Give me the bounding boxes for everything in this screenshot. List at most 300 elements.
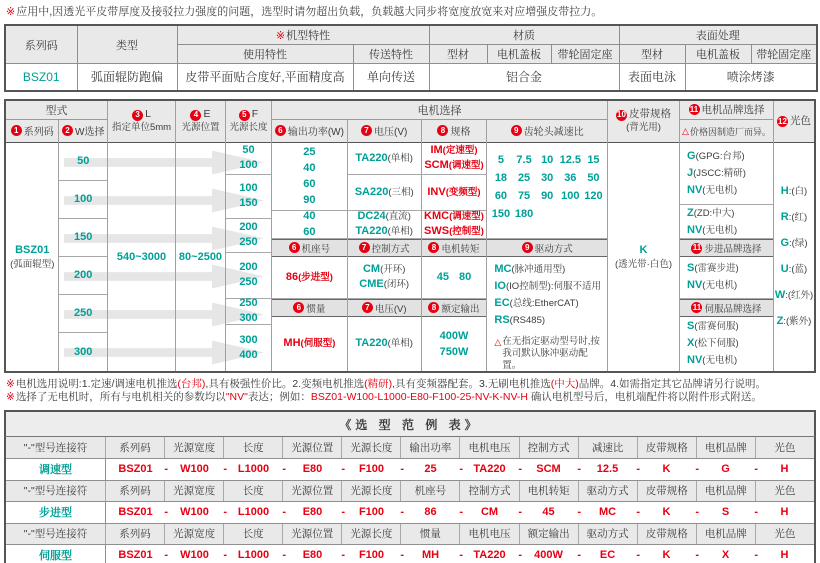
power-option: 40 <box>303 162 316 174</box>
brand-option <box>687 148 745 165</box>
example-value-cell <box>165 545 227 563</box>
brand-col-header <box>680 101 773 121</box>
series-col-header <box>6 120 58 143</box>
feature-label: 机型特性 <box>286 30 331 42</box>
example-value: H <box>780 463 789 476</box>
value-desc: (脉冲通用型) <box>511 263 566 275</box>
example-col-header: 光源位置 <box>283 524 342 545</box>
value-code: IO <box>494 279 506 292</box>
example-value: G <box>721 463 730 476</box>
num-badge: 9 <box>522 242 533 253</box>
stepper-frame-sub: (步进型) <box>298 271 333 283</box>
example-col-header: 控制方式 <box>520 437 579 459</box>
dash-separator: - <box>400 506 404 519</box>
spec-option <box>424 158 483 173</box>
servo-voltage-cell <box>348 317 421 371</box>
example-type-cell <box>6 502 106 523</box>
light-col-label: 光色 <box>790 114 811 127</box>
drive-modes-cell <box>487 257 607 371</box>
gear-ratio-option: 10 <box>541 153 554 166</box>
dash-separator: - <box>282 463 286 476</box>
light-color-option <box>775 288 813 303</box>
brand-option <box>687 165 746 182</box>
motor-selection-note-text <box>16 378 766 390</box>
drive-mode-label: 驱动方式 <box>534 243 573 255</box>
f-option: 400 <box>239 348 258 361</box>
example-value-cell <box>578 545 640 563</box>
f-option-group <box>226 325 271 371</box>
light-color-option <box>780 236 807 251</box>
voltage-dc-cell <box>348 211 421 239</box>
example-value: TA220 <box>473 549 506 562</box>
example-col-header: 光源长度 <box>342 524 401 545</box>
example-value: 25 <box>424 463 437 476</box>
dash-separator: - <box>400 549 404 562</box>
gear-ratio-option: 75 <box>517 189 531 202</box>
motor-group-header: 电机选择 <box>272 101 607 120</box>
value-code: NV <box>687 184 703 197</box>
brand-option <box>687 222 737 239</box>
example-col-header: 电机品牌 <box>697 437 756 459</box>
dash-separator: - <box>459 549 463 562</box>
torque-option: 80 <box>458 271 472 283</box>
num-badge: 6 <box>289 242 300 253</box>
w-col-header <box>59 120 107 143</box>
example-value: CM <box>480 506 499 519</box>
servo-inertia-cell <box>272 317 347 371</box>
value-desc: (JSCC:精研) <box>693 168 746 180</box>
f-option: 300 <box>239 333 258 346</box>
example-value-cell <box>637 545 699 563</box>
gear-ratio-option: 7.5 <box>516 153 532 166</box>
connector-header: "-"型号连接符 <box>6 524 106 545</box>
gear-ratio-column <box>487 120 607 371</box>
w-option: 300 <box>74 345 93 358</box>
num-badge: 8 <box>437 125 448 136</box>
value-code: H <box>780 185 789 198</box>
example-data-row <box>6 544 814 563</box>
example-value: 45 <box>542 506 555 519</box>
example-type-label: 伺服型 <box>39 550 72 563</box>
example-col-header: 电机转矩 <box>520 481 579 502</box>
profile-header: 型材 <box>429 45 487 64</box>
example-table-title: 《选 型 范 例 表》 <box>4 410 816 436</box>
note-segment: 确认电机型号后，电机端配件将以附件形式附送。 <box>527 391 762 403</box>
inertia-subheader <box>272 299 347 317</box>
brand-option <box>687 277 737 294</box>
f-option: 300 <box>239 312 258 324</box>
width-column <box>59 120 107 371</box>
power-values-ac <box>272 143 347 211</box>
value-code: W <box>774 289 786 302</box>
transfer-feature-header: 传送特性 <box>353 45 429 64</box>
spec-brushless-cell <box>422 211 487 239</box>
gear-ratio-option: 120 <box>584 189 603 202</box>
dash-separator: - <box>282 506 286 519</box>
voltage-option <box>355 224 413 239</box>
dash-separator: - <box>577 463 581 476</box>
warning-icon: △ <box>682 125 689 136</box>
num-badge: 5 <box>239 110 250 121</box>
voltage-sub: (三相) <box>388 186 414 198</box>
value-code: R <box>780 211 789 224</box>
num-badge: 8 <box>428 242 439 253</box>
frame-size-label: 机座号 <box>301 243 331 255</box>
power-option: 90 <box>303 194 316 206</box>
w-option: 250 <box>59 295 107 333</box>
spec-constant-cell <box>422 143 487 175</box>
stepper-brand-subheader <box>680 239 773 257</box>
dash-separator: - <box>518 506 522 519</box>
note-marker: ※ <box>6 391 15 403</box>
example-value: SCM <box>536 463 561 476</box>
value-code: S <box>687 262 695 275</box>
note-segment: 表达；例如： <box>247 391 311 403</box>
value-code: SWS <box>424 225 450 237</box>
motor-selection-group <box>272 101 608 371</box>
value-code: S <box>687 320 695 333</box>
value-code: EC <box>494 296 510 309</box>
num-badge: 9 <box>511 125 522 136</box>
spec-col-label: 规格 <box>450 127 471 138</box>
dash-separator: - <box>754 549 758 562</box>
example-value-cell <box>224 502 286 523</box>
value-code: CME <box>359 278 384 290</box>
value-desc: :(紫外) <box>783 316 812 328</box>
example-value-cell <box>401 459 463 480</box>
control-mode-option <box>363 262 405 277</box>
brand-price-note <box>680 120 773 143</box>
example-value-cell <box>696 545 758 563</box>
ratio-values-cell <box>487 143 607 239</box>
rated-output-option: 400W <box>439 329 469 342</box>
voltage-option <box>357 209 410 224</box>
value-code: NV <box>687 354 703 367</box>
drive-note-text: 在无指定驱动型号时,按我司默认脉冲驱动配置。 <box>502 335 600 371</box>
w-option: 50 <box>59 143 107 181</box>
num-badge: 11 <box>692 243 702 253</box>
example-value-cell <box>755 502 814 523</box>
num-badge: 11 <box>692 302 702 312</box>
dash-separator: - <box>636 463 640 476</box>
example-value: K <box>662 463 671 476</box>
spec-option <box>430 143 477 158</box>
example-col-header: 额定输出 <box>520 524 579 545</box>
servo-inertia-sub: (伺服型) <box>300 338 336 349</box>
example-value-cell <box>342 502 404 523</box>
spec-sub: (变频型) <box>445 186 481 198</box>
example-col-header: 控制方式 <box>460 481 519 502</box>
light-color-option <box>781 184 807 199</box>
example-value: W100 <box>180 463 209 476</box>
dash-separator: - <box>341 506 345 519</box>
num-badge: 7 <box>361 125 372 136</box>
power-option: 40 <box>303 210 316 222</box>
example-col-header: 光源长度 <box>342 481 401 502</box>
e-col-sub: 光源位置 <box>181 122 220 134</box>
example-col-header: 光源宽度 <box>165 481 224 502</box>
gear-ratio-option: 5 <box>497 153 504 166</box>
f-option-group <box>226 143 271 175</box>
gear-ratio-option: 100 <box>561 189 580 202</box>
dash-separator: - <box>459 506 463 519</box>
example-value: E80 <box>302 463 323 476</box>
brand-option <box>687 260 739 277</box>
power-option: 25 <box>303 146 316 158</box>
value-code: Z <box>776 315 784 328</box>
gear-ratio-option: 25 <box>517 171 531 184</box>
example-col-header: 减速比 <box>579 437 638 459</box>
example-value-cell <box>106 545 168 563</box>
servo-voltage-subheader <box>348 299 421 317</box>
l-col-letter: L <box>145 108 151 121</box>
dash-separator: - <box>636 506 640 519</box>
servo-voltage-label: 电压(V) <box>374 303 407 315</box>
num-badge: 6 <box>293 302 304 313</box>
value-desc: (开环) <box>380 264 406 275</box>
f-col-letter: F <box>251 108 259 120</box>
dash-separator: - <box>223 463 227 476</box>
spec-inverter-cell <box>422 175 487 211</box>
light-length-column <box>226 101 272 371</box>
spec-col-header <box>422 120 487 143</box>
f-options <box>226 143 271 371</box>
example-value-cell <box>460 545 522 563</box>
light-color-option <box>781 262 807 277</box>
example-value: F100 <box>358 506 385 519</box>
spec-column <box>422 120 488 371</box>
machine-feature-header <box>177 25 429 45</box>
brand-option <box>687 318 739 335</box>
example-value: L1000 <box>237 549 270 562</box>
usage-warning-text: 应用中,因透光平皮带厚度及接驳拉力强度的问题，选型时请勿超出负载，负载越大同步将宽度放宽来对应增强皮带拉力。 <box>16 6 603 18</box>
value-code: CM <box>362 263 381 275</box>
num-badge: 3 <box>132 110 143 121</box>
rated-output-option: 750W <box>439 345 469 358</box>
dash-separator: - <box>164 506 168 519</box>
example-col-header: 惯量 <box>401 524 460 545</box>
gear-ratio-option: 180 <box>514 207 534 220</box>
stepper-brand-label: 步进品牌选择 <box>704 244 762 256</box>
value-desc: (ZD:中大) <box>693 207 735 219</box>
value-code: RS <box>494 313 510 326</box>
example-value: W100 <box>180 549 209 562</box>
series-code-header: 系列码 <box>5 25 77 64</box>
brand-group-stepper <box>680 257 773 299</box>
example-col-header: 光源位置 <box>283 437 342 459</box>
no-motor-note-text <box>16 391 762 403</box>
example-value: 12.5 <box>596 463 619 476</box>
ratio-col-header <box>487 120 607 143</box>
belt-code: K <box>639 243 648 256</box>
motor-cover-header-2: 电机盖板 <box>685 45 751 64</box>
stepper-frame-cell <box>272 257 347 299</box>
value-desc: :(白) <box>788 186 808 198</box>
value-desc: (RS485) <box>509 314 546 326</box>
example-value: X <box>721 549 730 562</box>
torque-values-cell <box>422 257 487 299</box>
value-desc: (调速型) <box>449 211 484 222</box>
series-code: BSZ01 <box>15 243 50 256</box>
value-code: TA220 <box>355 225 388 237</box>
pulley-seat-header-2: 带轮固定座 <box>751 45 817 64</box>
example-col-header: 长度 <box>224 437 283 459</box>
value-code: NV <box>687 223 703 236</box>
example-value: TA220 <box>473 463 506 476</box>
example-value: F100 <box>358 549 385 562</box>
example-type-label: 步进型 <box>39 507 72 520</box>
belt-col-sub: (背光用) <box>626 122 661 134</box>
example-col-header: 光源位置 <box>283 481 342 502</box>
num-badge: 6 <box>275 125 286 136</box>
rated-output-cell <box>422 317 487 371</box>
example-value-cell <box>637 459 699 480</box>
f-option: 150 <box>239 197 258 209</box>
value-code: J <box>687 167 694 180</box>
value-desc: (GPG:台邦) <box>695 151 745 163</box>
spec-code: INV <box>427 185 446 198</box>
spec-option <box>424 224 484 239</box>
example-value-cell <box>165 502 227 523</box>
connector-header: "-"型号连接符 <box>6 481 106 502</box>
light-color-column <box>774 101 814 371</box>
example-value: K <box>662 549 671 562</box>
dash-separator: - <box>577 506 581 519</box>
example-value: E80 <box>302 549 323 562</box>
use-feature-header: 使用特性 <box>177 45 353 64</box>
example-col-header: 光源宽度 <box>165 524 224 545</box>
example-data-row <box>6 458 814 480</box>
usage-warning-note <box>4 4 816 24</box>
w-option: 200 <box>59 257 107 295</box>
dash-separator: - <box>282 549 286 562</box>
example-data-row <box>6 501 814 523</box>
example-value-cell <box>460 459 522 480</box>
e-col-header <box>176 101 225 144</box>
value-code: IM <box>430 144 443 156</box>
example-value-cell <box>165 459 227 480</box>
l-col-sub: 指定单位5mm <box>111 122 172 134</box>
example-value-cell <box>578 459 640 480</box>
f-option-group <box>226 253 271 299</box>
voltage-sub: (单相) <box>387 338 413 349</box>
example-value-cell <box>519 545 581 563</box>
dash-separator: - <box>518 463 522 476</box>
value-desc: (IO控制型):伺服不适用 <box>506 280 601 292</box>
example-value: 400W <box>534 549 563 562</box>
pulley-seat-header: 带轮固定座 <box>551 45 619 64</box>
inertia-label: 惯量 <box>306 303 326 315</box>
dash-separator: - <box>577 549 581 562</box>
rated-output-subheader <box>422 299 487 317</box>
dash-separator: - <box>695 506 699 519</box>
dash-separator: - <box>754 506 758 519</box>
l-range: 540~3000 <box>116 250 167 263</box>
gear-ratio-option: 15 <box>587 153 600 166</box>
num-badge: 8 <box>428 302 439 313</box>
example-value-cell <box>224 545 286 563</box>
value-desc: (闭环) <box>383 279 410 290</box>
example-value: L1000 <box>237 463 270 476</box>
drive-mode-option <box>494 261 601 278</box>
note-segment: ,具有变频器配套。3.无刷电机推选 <box>392 377 551 390</box>
torque-subheader <box>422 239 487 257</box>
value-desc: (松下伺服) <box>694 338 739 350</box>
example-col-header: 皮带规格 <box>638 481 697 502</box>
dash-separator: - <box>164 549 168 562</box>
value-code: G <box>687 150 696 163</box>
f-option-group <box>226 299 271 325</box>
light-position-column <box>176 101 226 371</box>
voltage-ta220-cell <box>348 143 421 175</box>
selection-table <box>4 99 816 373</box>
power-option: 60 <box>303 226 316 238</box>
num-badge: 10 <box>617 110 626 120</box>
voltage-code: TA220 <box>355 151 388 164</box>
note-segment: (中大) <box>550 377 579 390</box>
voltage-code: TA220 <box>355 337 388 349</box>
gear-ratio-option: 150 <box>491 207 511 220</box>
num-badge: 7 <box>362 302 373 313</box>
dash-separator: - <box>400 463 404 476</box>
light-col-header <box>774 101 814 144</box>
drive-mode-option <box>494 295 601 312</box>
voltage-sub: (单相) <box>387 152 413 164</box>
series-column <box>6 120 59 371</box>
voltage-column <box>348 120 422 371</box>
example-type-cell <box>6 459 106 480</box>
motor-selection-note <box>4 378 816 392</box>
value-code: NV <box>687 279 703 292</box>
example-value-cell <box>342 459 404 480</box>
value-desc: (总线:EtherCAT) <box>509 297 579 309</box>
motor-cover-header: 电机盖板 <box>487 45 551 64</box>
example-col-header: 驱动方式 <box>579 481 638 502</box>
voltage-code: SA220 <box>354 185 389 198</box>
drive-mode-option <box>494 278 601 295</box>
torque-option: 45 <box>436 271 449 283</box>
example-value: K <box>662 506 671 519</box>
dash-separator: - <box>518 549 522 562</box>
use-feature-value: 皮带平面贴合度好,平面精度高 <box>177 64 353 91</box>
servo-inertia-code: MH <box>283 337 301 349</box>
example-value-cell <box>283 545 345 563</box>
example-type-label: 调速型 <box>39 464 72 477</box>
example-col-header: 光色 <box>774 485 796 498</box>
example-value: MC <box>598 506 617 519</box>
note-segment: "NV" <box>225 391 248 403</box>
value-desc: (控制型) <box>449 226 484 237</box>
spec-overview-table <box>4 24 818 92</box>
output-power-column <box>272 120 348 371</box>
brand-price-text: 价格因制造厂而异。 <box>689 126 771 137</box>
example-value: BSZ01 <box>118 506 153 519</box>
w-option: 100 <box>59 181 107 219</box>
f-option: 200 <box>239 261 258 273</box>
motor-brand-column <box>680 101 774 371</box>
value-desc: (雷赛步进) <box>694 263 739 275</box>
note-segment: 品牌。4.如需指定其它品牌请另行说明。 <box>578 377 767 390</box>
light-color-option <box>777 314 812 329</box>
example-value-cell <box>460 502 522 523</box>
f-option: 250 <box>239 276 258 288</box>
voltage-sa220-cell <box>348 175 421 211</box>
note-segment: (精研) <box>364 377 393 390</box>
brand-option <box>687 352 737 369</box>
example-value-cell <box>519 502 581 523</box>
value-desc: (雷赛伺服) <box>694 321 739 333</box>
num-badge: 12 <box>778 116 787 126</box>
